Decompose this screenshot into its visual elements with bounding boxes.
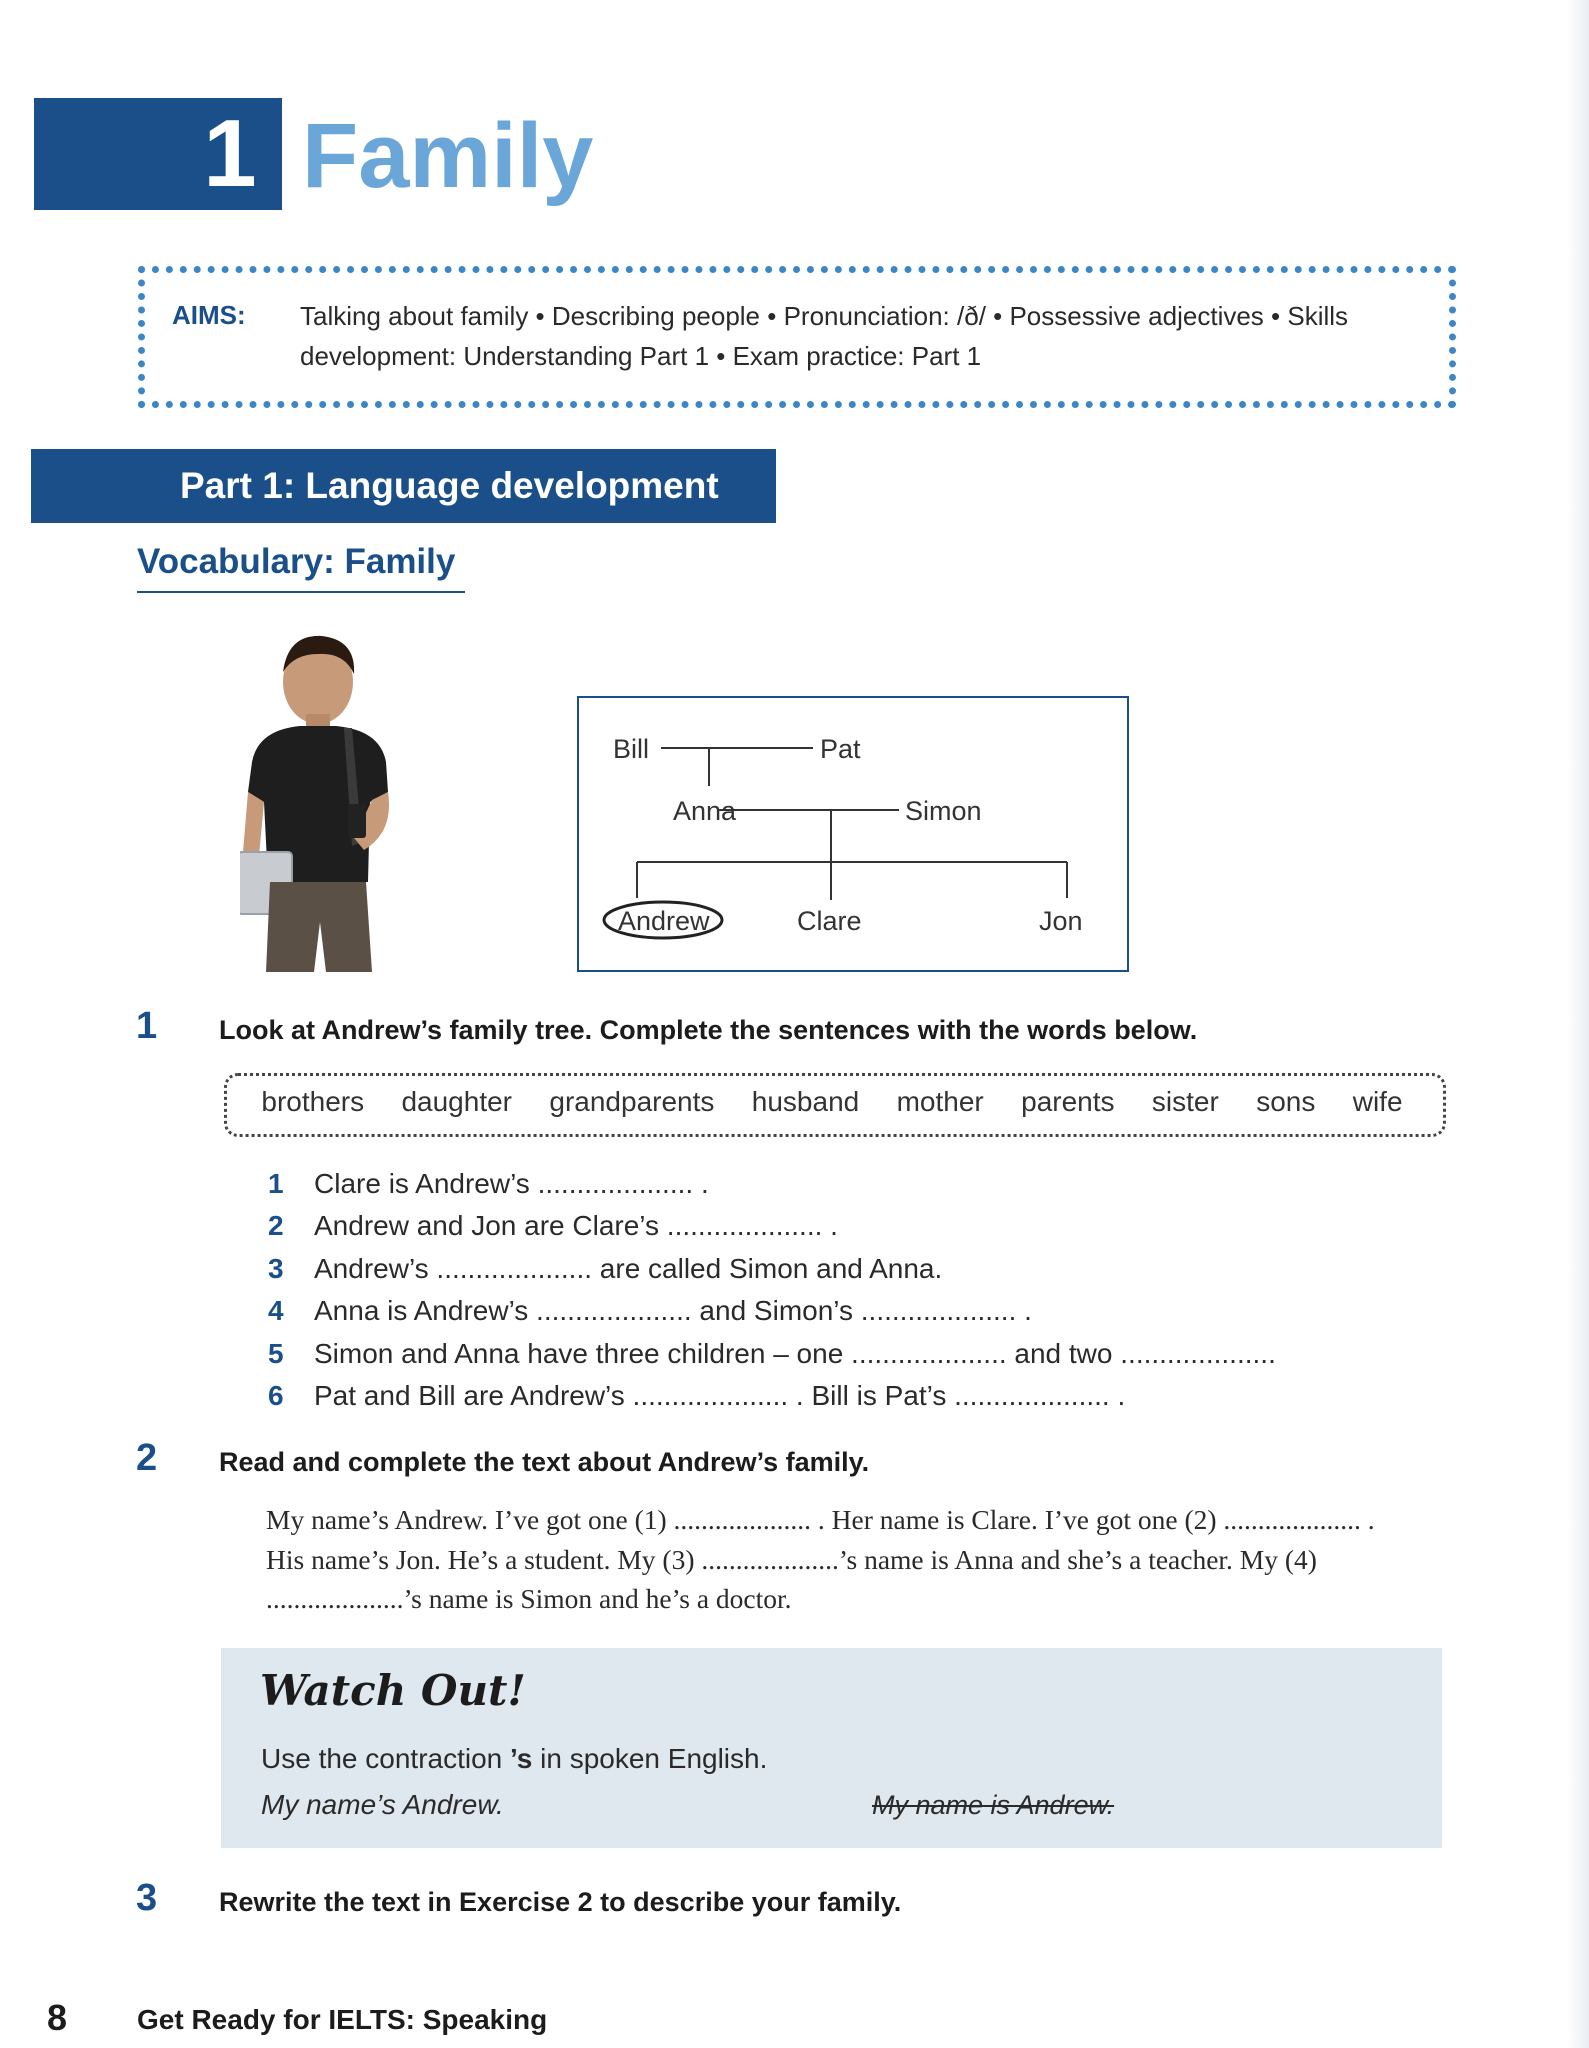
word-grandparents: grandparents: [549, 1086, 715, 1117]
student-photo: [240, 632, 440, 972]
sentence-text: Clare is Andrew’s .................... .: [314, 1168, 709, 1199]
watch-out-text: [261, 1740, 767, 1778]
page-number: 8: [47, 1997, 68, 2038]
sentence-text: Andrew and Jon are Clare’s .................... .: [314, 1210, 838, 1242]
watch-out-example-wrong: My name is Andrew.: [872, 1790, 1115, 1820]
sentence-item: [268, 1205, 1368, 1247]
word-parents: parents: [1021, 1086, 1115, 1117]
unit-number: 1: [203, 100, 257, 207]
sentence-number: 1: [268, 1168, 284, 1199]
word-sister: sister: [1151, 1086, 1219, 1117]
aims-text: Talking about family • Describing people • Pronunciation: /ð/ • Possessive adjectives • Skills development: Understanding Part 1 • Exam practice: Part 1: [300, 301, 1349, 371]
exercise-2-text: My name’s Andrew. I’ve got one (1) .................... . Her name is Clare. I’ve got one (2) .................... . His name’s Jon. He’s a student. My (3) ....................’s name is Anna and she’s a teacher. My (4) ....................’s name is Simon and he’s a doctor.: [266, 1504, 1375, 1614]
exercise-3-instruction: Rewrite the text in Exercise 2 to describe your family.: [219, 1887, 902, 1917]
sentence-item: [268, 1248, 1368, 1290]
aims-label: AIMS:: [172, 300, 246, 330]
sentence-item: [268, 1290, 1368, 1332]
word-husband: husband: [751, 1086, 860, 1117]
vocabulary-underline: [137, 591, 465, 593]
sentence-number: 6: [268, 1380, 284, 1412]
tree-name-anna: Anna: [673, 796, 737, 826]
sentence-number: 4: [268, 1295, 284, 1327]
tree-name-bill: Bill: [613, 734, 650, 764]
sentence-item: [268, 1333, 1368, 1375]
watch-out-text-after: in spoken English.: [532, 1743, 768, 1774]
sentence-text: Anna is Andrew’s .................... and Simon’s .................... .: [314, 1295, 1032, 1327]
vocabulary-title: Vocabulary: Family: [137, 542, 456, 581]
book-title: Get Ready for IELTS: Speaking: [137, 2004, 548, 2035]
part-title: Part 1: Language development: [180, 465, 719, 506]
sentence-number: 2: [268, 1210, 284, 1242]
exercise-2-instruction: Read and complete the text about Andrew’s family.: [219, 1447, 870, 1477]
sentence-number: 3: [268, 1252, 284, 1284]
exercise-1-number: 1: [136, 1005, 158, 1047]
tree-name-clare: Clare: [797, 906, 862, 936]
exercise-1-instruction: Look at Andrew’s family tree. Complete the sentences with the words below.: [219, 1015, 1198, 1045]
watch-out-example-correct: My name’s Andrew.: [261, 1789, 504, 1820]
sentence-number: 5: [268, 1337, 284, 1369]
exercise-2-number: 2: [136, 1437, 158, 1479]
sentence-text: Pat and Bill are Andrew’s .................... . Bill is Pat’s .................... .: [314, 1380, 1126, 1412]
sentence-item: [268, 1163, 1368, 1205]
exercise-1-sentences: [268, 1163, 1368, 1417]
sentence-text: Simon and Anna have three children – one .................... and two ....................: [314, 1337, 1276, 1369]
watch-out-text-before: Use the contraction: [261, 1743, 511, 1774]
watch-out-title: Watch Out!: [260, 1666, 526, 1715]
family-tree: [577, 696, 1129, 972]
tree-name-jon: Jon: [1039, 906, 1083, 936]
word-sons: sons: [1256, 1086, 1316, 1117]
word-daughter: daughter: [401, 1086, 513, 1117]
sentence-text: Andrew’s .................... are called Simon and Anna.: [314, 1252, 943, 1284]
word-brothers: brothers: [261, 1086, 365, 1117]
tree-name-simon: Simon: [905, 796, 982, 826]
word-list: [224, 1082, 1440, 1122]
sentence-item: [268, 1375, 1368, 1417]
exercise-3-number: 3: [136, 1877, 158, 1919]
word-mother: mother: [896, 1086, 984, 1117]
tree-name-andrew: Andrew: [618, 906, 710, 936]
page-edge: [1567, 0, 1589, 2048]
unit-title: Family: [302, 105, 594, 207]
watch-out-contraction: ’s: [510, 1743, 533, 1774]
tree-name-pat: Pat: [820, 734, 861, 764]
word-wife: wife: [1352, 1086, 1403, 1117]
